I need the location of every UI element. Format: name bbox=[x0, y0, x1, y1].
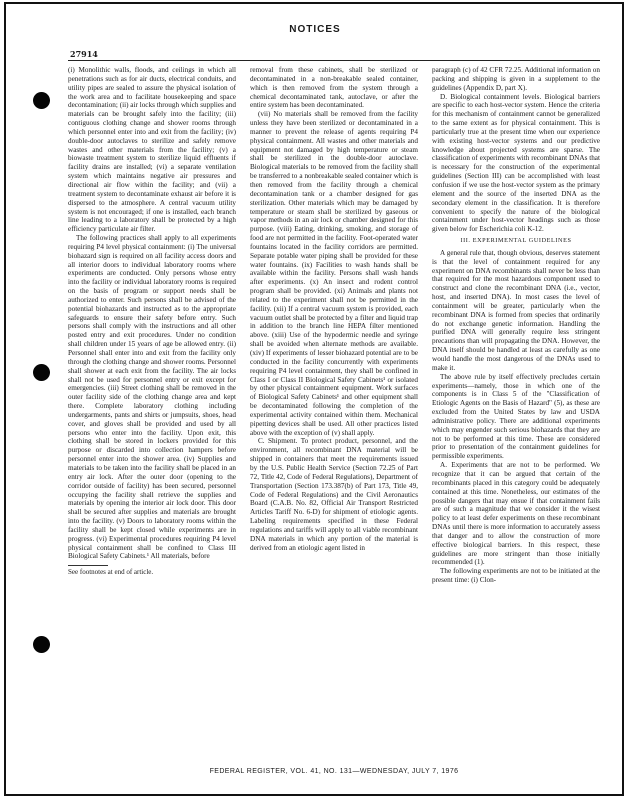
footnote-rule bbox=[68, 565, 108, 566]
punch-hole bbox=[33, 636, 50, 653]
header-rule bbox=[68, 60, 600, 61]
footnote: See footnotes at end of article. bbox=[68, 568, 154, 577]
column-left bbox=[68, 66, 236, 764]
paragraph: C. Shipment. To protect product, personnel, and the environment, all recombinant DNA material will be shipped in containers that meet the requirements issued by the U.S. Public Health Service (Section 72.25 of Part 72, Title 42, Code of Federal Regulations), Department of Transportation (Section 173.387(b) of Part 173, Title 49, Code of Federal Regulations) and the Civil Aeronautics Board (C.A.B. No. 82, Official Air Transport Restricted Articles Tariff No. 6-D) for shipment of etiologic agents. Labeling requirements specified in these Federal regulations and tariffs will apply to all viable recombinant DNA materials in which any portion of the material is derived from an etiologic agent listed in bbox=[250, 437, 418, 552]
text-columns bbox=[68, 66, 600, 764]
paragraph: The following practices shall apply to all experiments requiring P4 level physical containment: (i) The universal biohazard sign is required on all facility access doors and all interior doors to individual laboratory rooms where experiments are conducted. Only persons whose entry into the facility or individual laboratory rooms is required on the basis of program or support needs shall be authorized to enter. Such persons shall be advised of the potential biohazards and instructed as to the appropriate safeguards to ensure their safety before entry. Such persons shall comply with the instructions and all other posted entry and exit procedures. Under no condition shall children under 15 years of age be allowed entry. (ii) Personnel shall enter into and exit from the facility only through the clothing change and shower rooms. Personnel shall shower at each exit from the facility. The air locks shall not be used for personnel entry or exit except for emergencies. (iii) Street clothing shall be removed in the outer facility side of the clothing change area and kept there. Complete laboratory clothing including undergarments, pants and shirts or jumpsuits, shoes, head cover, and gloves shall be provided and used by all persons who enter into the facility. Upon exit, this clothing shall be stored in lockers provided for this purpose or discarded into collection hampers before personnel enter into the shower area. (iv) Supplies and materials to be taken into the facility shall be placed in an entry air lock. After the outer door (opening to the corridor outside of facility) has been secured, personnel occupying the facility shall retrieve the supplies and materials by opening the interior air lock door. This door shall be secured after supplies and materials are brought into the facility. (v) Doors to laboratory rooms within the facility shall be kept closed while experiments are in progress. (vi) Experimental procedures requiring P4 level physical containment shall be confined to Class III Biological Safety Cabinets.¹ All materials, before bbox=[68, 234, 236, 561]
paragraph: The following experiments are not to be initiated at the present time: (i) Clon- bbox=[432, 567, 600, 585]
punch-hole bbox=[33, 92, 50, 109]
section-heading: III. EXPERIMENTAL GUIDELINES bbox=[460, 237, 572, 245]
column-middle bbox=[250, 66, 418, 764]
paragraph: A. Experiments that are not to be performed. We recognize that it can be argued that certain of the recombinants placed in this category could be adequately contained at this time. Nonetheless, our estimates of the possible dangers that may ensue if that containment fails are of such a magnitude that we consider it the wisest policy to at least defer experiments on these recombinant DNAs until there is more information to accurately assess that danger and to allow the construction of more effective biological barriers. In this respect, these guidelines are more stringent than those initially recommended (1). bbox=[432, 461, 600, 567]
punch-hole bbox=[33, 364, 50, 381]
paragraph: (i) Monolithic walls, floods, and ceilings in which all penetrations such as for air ducts, electrical conduits, and utility pipes are sealed to assure the physical isolation of the work area and to facilitate housekeeping and space decontamination; (ii) air locks through which supplies and materials can be brought safely into the facility; (iii) contiguous clothing change and shower rooms through which personnel enter into and exit from the facility; (iv) double-door autoclaves to sterilize and safely remove wastes and other materials from the facility; (v) a biowaste treatment system to sterilize liquid effluents if facility drains are installed; (vi) a separate ventilation system which maintains negative air pressures and directional air flow within the facility; and (vii) a treatment system to decontaminate exhaust air before it is dispersed to the atmosphere. A central vacuum utility system is not encouraged; if one is installed, each branch line leading to a laboratory shall be protected by a high efficiency particulate air filter. bbox=[68, 66, 236, 234]
paragraph: paragraph (c) of 42 CFR 72.25. Additional information on packing and shipping is given in a supplement to the guidelines (Appendix D, part X). bbox=[432, 66, 600, 92]
section-title: NOTICES bbox=[289, 24, 341, 35]
page-footer: FEDERAL REGISTER, VOL. 41, NO. 131—WEDNESDAY, JULY 7, 1976 bbox=[209, 768, 459, 775]
page-number: 27914 bbox=[70, 49, 98, 59]
paragraph: The above rule by itself effectively precludes certain experiments—namely, those in which one of the components is in Class 5 of the "Classification of Etiologic Agents on the Basis of Hazard" (5), as these are excluded from the United States by law and USDA administrative policy. There are additional experiments which may engender such serious biohazards that they are not to be performed at this time. These are considered prior to presentation of the containment guidelines for permissible experiments. bbox=[432, 372, 600, 461]
column-right bbox=[432, 66, 600, 764]
paragraph: A general rule that, though obvious, deserves statement is that the level of containment required for any experiment on DNA recombinants shall never be less than that required for the most hazardous component used to construct and clone the recombinant DNA (i.e., vector, host, and inserted DNA). In most cases the level of containment will be greater, particularly when the recombinant DNA is formed from species that ordinarily do not exchange genetic information. Handling the purified DNA will generally require less stringent precautions than will propagating the DNA. However, the DNA itself should be handled at least as carefully as one would handle the most dangerous of the DNAs used to make it. bbox=[432, 248, 600, 372]
paragraph: D. Biological containment levels. Biological barriers are specific to each host-vector system. Hence the criteria for this mechanism of containment cannot be generalized to the same extent as for physical containment. This is particularly true at the present time when our experience with existing host-vector systems and our predictive knowledge about projected systems are sparse. The classification of experiments with recombinant DNAs that is necessary for the construction of the experimental guidelines (Section III) can be accomplished with least confusion if we use the host-vector system as the primary element and the source of the inserted DNA as the secondary element in the classification. It is therefore convenient to specify the nature of the biological containment under host-vector headings such as those given below for Escherichia coli K-12. bbox=[432, 92, 600, 234]
paragraph: (vii) No materials shall be removed from the facility unless they have been sterilized or decontaminated in a manner to prevent the release of agents requiring P4 physical containment. All wastes and other materials and equipment not damaged by high temperature or steam shall be sterilized in the double-door autoclave. Biological materials to be removed from the facility shall be transferred to a nonbreakable sealed container which is then removed from the facility through a chemical decontamination tank or a chamber designed for gas sterilization. Other materials which may be damaged by temperature or steam shall be sterilized by gaseous or vapor methods in an air lock or chamber designed for this purpose. (viii) Eating, drinking, smoking, and storage of food are not permitted in the facility. Foot-operated water fountains located in the facility corridors are permitted. Separate potable water piping shall be provided for these water fountains. (ix) Facilities to wash hands shall be available within the facility. Persons shall wash hands after experiments. (x) An insect and rodent control program shall be provided. (xi) Animals and plants not related to the experiment shall not be permitted in the facility. (xii) If a central vacuum system is provided, each vacuum outlet shall be protected by a filter and liquid trap in addition to the branch line HEPA filter mentioned above. (xiii) Use of the hypodermic needle and syringe shall be avoided when alternate methods are available. (xiv) If experiments of lesser biohazard potential are to be conducted in the facility concurrently with experiments requiring P4 level containment, they shall be confined in Class I or Class II Biological Safety Cabinets¹ or isolated by other physical containment equipment. Work surfaces of Biological Safety Cabinets¹ and other equipment shall be decontaminated following the completion of the experimental activity contained within them. Mechanical pipetting devices shall be used. All other practices listed above with the exception of (v) shall apply. bbox=[250, 110, 418, 437]
paragraph: removal from these cabinets, shall be sterilized or decontaminated in a non-breakable sealed container, which is then removed from the system through a chemical decontaminated tank, autoclave, or after the entire system has been decontaminated. bbox=[250, 66, 418, 110]
